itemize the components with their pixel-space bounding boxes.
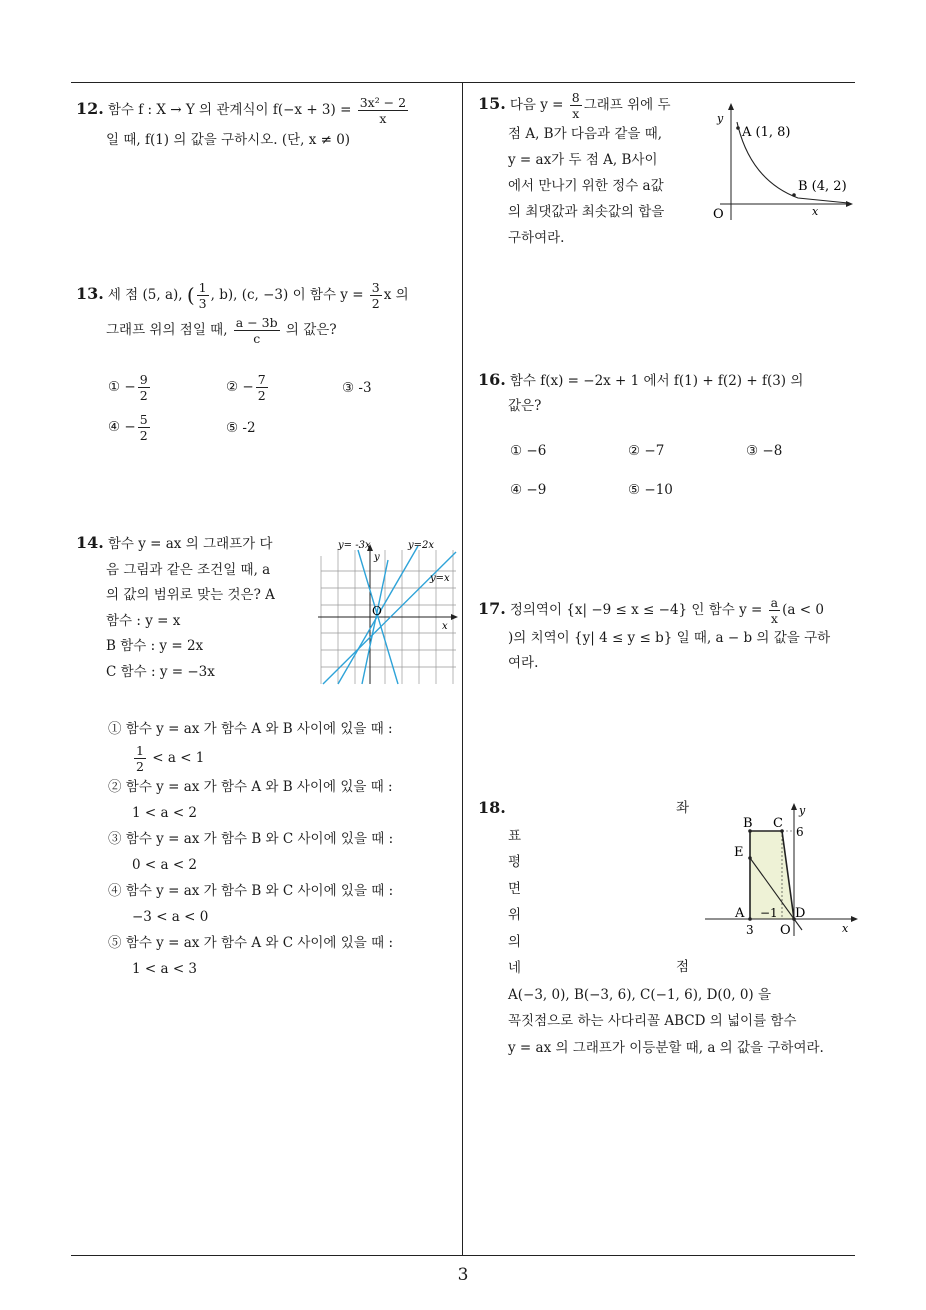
problem-text: 세 점 (5, a), <box>107 287 187 303</box>
choice-text: −6 <box>526 443 547 459</box>
choice-text: 함수 y = ax 가 함수 B 와 C 사이에 있을 때 : <box>125 831 394 847</box>
axis-label: x <box>842 922 849 935</box>
choice-5[interactable] <box>108 930 393 956</box>
choice-text: −9 <box>526 482 547 498</box>
problem-text: 여라. <box>508 655 539 671</box>
choice-text: 함수 y = ax 가 함수 A 와 B 사이에 있을 때 : <box>125 721 393 737</box>
problem-text: 의 값의 범위로 맞는 것은? A <box>106 587 275 603</box>
choice-3[interactable] <box>746 443 782 459</box>
p16-choices <box>510 443 850 503</box>
fraction <box>570 90 582 121</box>
problem-text: 면 <box>508 880 522 897</box>
problem-text: )의 치역이 {y| 4 ≤ y ≤ b} 일 때, a − b 의 값을 구하 <box>508 630 831 646</box>
choice-sign: − <box>124 379 136 395</box>
frac-denominator: 2 <box>136 759 144 774</box>
fraction <box>769 595 780 626</box>
problem-15 <box>478 90 693 251</box>
choice-4[interactable] <box>510 482 546 498</box>
tick-label: −1 <box>760 906 778 920</box>
frac-numerator: 1 <box>136 743 144 758</box>
problem-text: 평 <box>508 854 522 870</box>
bottom-rule <box>71 1255 855 1256</box>
fraction <box>370 280 382 311</box>
choice-mark: ⑤ <box>108 935 122 951</box>
graph-label: y=2x <box>408 540 435 551</box>
choice-mark: ② <box>226 379 239 395</box>
problem-16 <box>478 367 862 419</box>
choice-2-range: 1 < a < 2 <box>132 805 198 821</box>
choice-mark: ⑤ <box>628 482 641 498</box>
choice-mark: ③ <box>746 443 759 459</box>
fraction <box>134 743 146 774</box>
problem-text: (a < 0 <box>782 602 824 618</box>
choice-3[interactable] <box>108 826 393 852</box>
frac-denominator: x <box>379 111 387 126</box>
problem-text: , b), (c, −3) 이 함수 y = <box>210 287 368 303</box>
problem-text: 의 값은? <box>281 322 337 338</box>
choice-mark: ① <box>108 721 122 737</box>
problem-text: 함수 f(x) = −2x + 1 에서 f(1) + f(2) + f(3) 의 <box>509 373 804 389</box>
choice-mark: ② <box>108 779 122 795</box>
origin-label: O <box>780 923 791 938</box>
frac-numerator: 9 <box>139 372 148 387</box>
problem-12 <box>76 95 456 153</box>
frac-denominator: 2 <box>371 296 380 311</box>
frac-denominator: 2 <box>139 388 148 403</box>
choice-sign: − <box>242 379 254 395</box>
point-label: A <box>735 906 745 921</box>
problem-13: 13. 세 점 (5, a), ( $\frac{1}{3}$ , b), (c, −3) 이 함수 y = $\frac{3}{2}$ x 의 그래프 위의 점일 때, $\frac{a - 3b}{c}$ 의 값은? <box>76 280 460 346</box>
choice-3[interactable] <box>342 380 372 396</box>
choice-1[interactable] <box>108 372 152 403</box>
choice-sign: − <box>124 419 136 435</box>
choice-5[interactable] <box>628 482 673 498</box>
graph-label: y=x <box>430 573 450 584</box>
problem-text: 점 A, B가 다음과 같을 때, <box>508 126 663 142</box>
problem-text: 함수 : y = x <box>106 612 181 629</box>
problem-text: 좌 <box>676 800 690 816</box>
frac-numerator: 3x² − 2 <box>359 95 407 110</box>
frac-denominator: 3 <box>198 296 207 311</box>
problem-text: 에서 만나기 위한 정수 a값 <box>508 178 664 194</box>
choice-mark: ④ <box>108 419 121 435</box>
problem-text: 함수 y = ax 의 그래프가 다 <box>107 536 273 552</box>
p14-graph <box>318 536 458 686</box>
choice-mark: ③ <box>342 380 355 396</box>
choice-mark: ① <box>510 443 523 459</box>
problem-text: 값은? <box>508 398 542 414</box>
p15-graph <box>710 100 860 225</box>
problem-17 <box>478 595 864 676</box>
axis-label: y <box>717 112 724 125</box>
problem-text: 의 최댓값과 최솟값의 합을 <box>508 204 665 220</box>
frac-numerator: 1 <box>198 280 207 295</box>
origin-label: O <box>372 604 382 618</box>
axis-label: x <box>812 205 819 218</box>
choice-4[interactable] <box>108 412 152 443</box>
axis-label: x <box>442 621 448 632</box>
problem-number: 15. <box>478 94 506 113</box>
choice-4[interactable] <box>108 878 393 904</box>
p14-choices <box>108 716 393 982</box>
choice-3-range: 0 < a < 2 <box>132 857 198 873</box>
frac-denominator: 2 <box>257 388 266 403</box>
problem-text: 표 <box>508 827 522 844</box>
choice-1[interactable] <box>108 716 393 742</box>
choice-text: 함수 y = ax 가 함수 B 와 C 사이에 있을 때 : <box>125 883 394 899</box>
problem-text: 꼭짓점으로 하는 사다리꼴 ABCD 의 넓이를 함수 <box>508 1013 797 1029</box>
frac-denominator: x <box>770 611 778 626</box>
fraction <box>138 372 150 403</box>
fraction <box>358 95 408 126</box>
origin-label: O <box>713 207 724 222</box>
frac-denominator: 2 <box>139 428 148 443</box>
problem-text: 위 <box>508 907 522 923</box>
fraction <box>197 280 209 311</box>
problem-number: 18. <box>478 798 506 817</box>
choice-text: −8 <box>762 443 783 459</box>
choice-text: < a < 1 <box>152 750 205 766</box>
choice-text: -2 <box>242 420 256 436</box>
point-label: E <box>734 845 744 860</box>
problem-14 <box>76 530 306 685</box>
problem-text: 점 <box>676 959 690 975</box>
choice-mark: ① <box>108 379 121 395</box>
frac-numerator: 5 <box>139 412 148 427</box>
choice-mark: ③ <box>108 831 122 847</box>
problem-number: 13. <box>76 284 104 303</box>
fraction <box>234 315 280 346</box>
frac-numerator: a <box>770 595 779 610</box>
tick-label: 3 <box>746 923 754 937</box>
problem-text: 네 <box>508 960 522 976</box>
problem-text: y = ax가 두 점 A, B사이 <box>508 152 658 168</box>
graph-label: y= -3x <box>338 540 371 551</box>
problem-text: x 의 <box>383 287 409 303</box>
problem-text-line <box>76 315 460 346</box>
axis-label: y <box>799 804 806 817</box>
p18-graph <box>700 800 860 940</box>
choice-1[interactable] <box>510 443 546 459</box>
problem-text: 그래프 위의 점일 때, <box>106 322 232 338</box>
problem-text: 함수 f : X → Y 의 관계식이 f(−x + 3) = <box>107 102 356 118</box>
problem-text: 다음 y = <box>509 97 568 113</box>
problem-text: 음 그림과 같은 조건일 때, a <box>106 561 271 578</box>
problem-number: 17. <box>478 599 506 618</box>
choice-text: -3 <box>358 380 372 396</box>
frac-numerator: 7 <box>257 372 266 387</box>
fraction <box>138 412 150 443</box>
choice-text: 함수 y = ax 가 함수 A 와 C 사이에 있을 때 : <box>125 935 394 951</box>
choice-mark: ④ <box>108 883 122 899</box>
frac-numerator: 3 <box>371 280 380 295</box>
problem-number: 12. <box>76 99 104 118</box>
p13-choices <box>108 372 448 452</box>
choice-mark: ④ <box>510 482 523 498</box>
choice-5-range: 1 < a < 3 <box>132 961 198 977</box>
problem-text: 그래프 위에 두 <box>583 97 671 113</box>
problem-text: 일 때, f(1) 의 값을 구하시오. (단, x ≠ 0) <box>106 132 351 148</box>
problem-number: 14. <box>76 533 104 552</box>
page-number: 3 <box>457 1265 469 1285</box>
point-label: C <box>773 816 783 831</box>
problem-text: 구하여라. <box>508 230 565 246</box>
point-label: A (1, 8) <box>742 125 791 140</box>
point-label: B (4, 2) <box>798 179 847 194</box>
choice-mark: ⑤ <box>226 420 239 436</box>
point-label: B <box>743 816 753 831</box>
column-divider <box>462 82 463 1256</box>
choice-mark: ② <box>628 443 641 459</box>
problem-text: y = ax 의 그래프가 이등분할 때, a 의 값을 구하여라. <box>508 1039 824 1056</box>
choice-2[interactable] <box>226 372 270 403</box>
problem-text: C 함수 : y = −3x <box>106 663 215 680</box>
frac-numerator: 8 <box>571 90 580 105</box>
top-rule <box>71 82 855 83</box>
choice-2[interactable] <box>108 774 393 800</box>
choice-2[interactable] <box>628 443 664 459</box>
choice-text: −7 <box>644 443 665 459</box>
choice-1-range <box>108 742 393 774</box>
choice-4-range: −3 < a < 0 <box>132 909 209 925</box>
frac-denominator: x <box>572 106 580 121</box>
problem-number: 16. <box>478 370 506 389</box>
frac-denominator: c <box>253 331 261 346</box>
point-label: D <box>795 906 806 921</box>
problem-text: B 함수 : y = 2x <box>106 638 204 654</box>
fraction <box>256 372 268 403</box>
tick-label: 6 <box>796 825 804 839</box>
choice-5[interactable] <box>226 420 256 436</box>
problem-text: 의 <box>508 933 522 950</box>
choice-text: −10 <box>644 482 673 498</box>
choice-text: 함수 y = ax 가 함수 A 와 B 사이에 있을 때 : <box>125 779 393 795</box>
problem-text: A(−3, 0), B(−3, 6), C(−1, 6), D(0, 0) 을 <box>508 986 772 1003</box>
problem-text: 정의역이 {x| −9 ≤ x ≤ −4} 인 함수 y = <box>509 602 767 618</box>
axis-label: y <box>374 552 380 563</box>
frac-numerator: a − 3b <box>235 315 278 330</box>
